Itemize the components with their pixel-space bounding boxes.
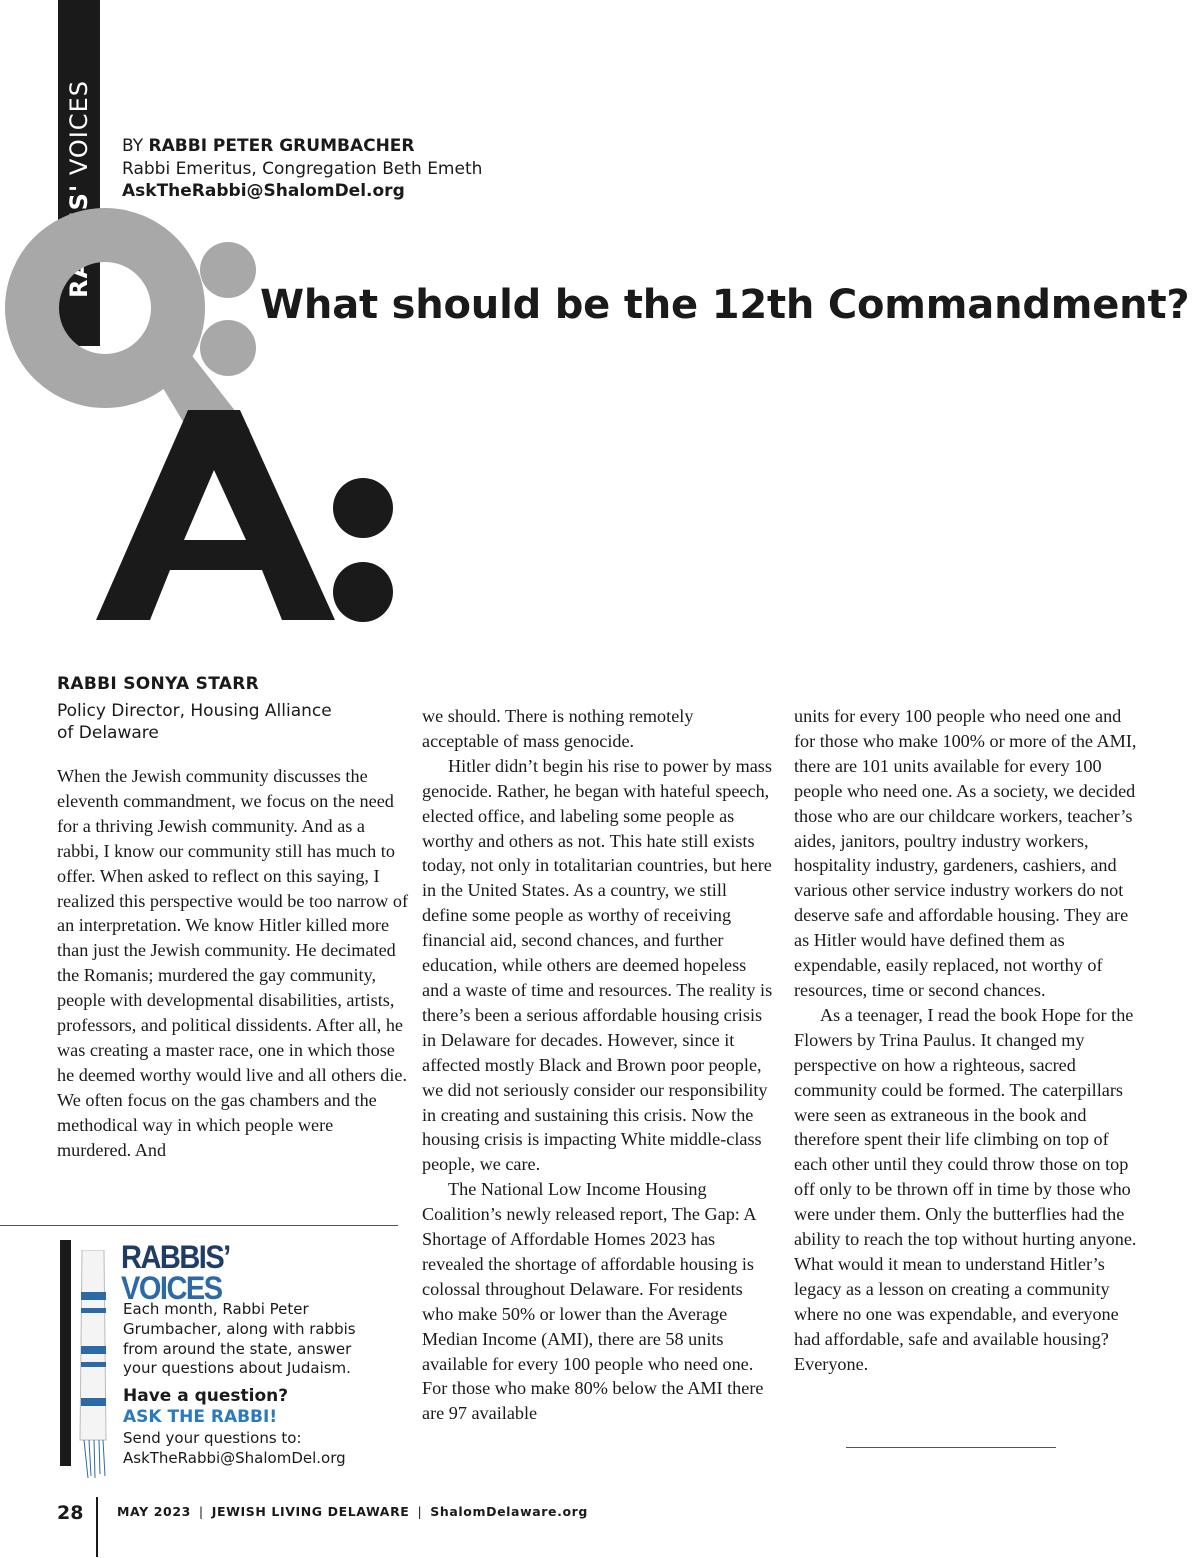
article-column-2 [422,704,774,1426]
paragraph: The National Low Income Housing Coalition’s newly released report, The Gap: A Shortage of Affordable Homes 2023 has revealed the shortage of affordable housing is colossal throughout Delaware. For residents who make 50% or lower than the Average Median Income (AMI), there are 58 units available for every 100 people who need one. For those who make 80% below the AMI there are 97 available [422,1179,764,1424]
sidebar-title: RABBIS’ VOICES [121,1239,230,1307]
page-number: 28 [57,1502,84,1524]
answer-author-title: Policy Director, Housing Alliance of Delaware [57,701,332,743]
article-column-3 [794,704,1146,1376]
footer-publication: JEWISH LIVING DELAWARE [211,1504,410,1519]
answer-author-name: RABBI SONYA STARR [57,674,260,694]
end-rule [846,1447,1056,1448]
article-column-1 [57,764,409,1163]
byline [122,135,482,203]
sidebar-question: Have a question? [123,1386,289,1406]
sidebar-send: Send your questions to: AskTheRabbi@ShalomDel.org [123,1429,346,1467]
sidebar-bar [60,1240,71,1466]
qa-graphic [0,200,420,630]
tallit-icon [76,1250,112,1480]
a-letter [96,410,393,622]
section-tab-label: VOICES [65,80,93,176]
divider [0,1225,398,1226]
footer-issue: MAY 2023 [117,1504,191,1519]
question-heading: What should be the 12th Commandment? [260,282,1190,328]
paragraph: Hitler didn’t begin his rise to power by mass genocide. Rather, he began with hateful speech, elected office, and labeling some people as worthy and others as not. This hate still exists today, not only in totalitarian countries, but here in the United States. As a country, we still define some people as worthy of receiving financial aid, second chances, and further education, while others are deemed hopeless and a waste of time and resources. The reality is there’s been a serious affordable housing crisis in Delaware for decades. However, since it affected mostly Black and Brown poor people, we did not seriously consider our responsibility in creating and sustaining this crisis. Now the housing crisis is impacting White middle-class people, we care. [422,755,773,1175]
sidebar-description: Each month, Rabbi Peter Grumbacher, along with rabbis from around the state, answer your questions about Judaism. [123,1300,356,1378]
footer-info: MAY 2023 | JEWISH LIVING DELAWARE | ShalomDelaware.org [117,1504,588,1519]
footer-website[interactable]: ShalomDelaware.org [430,1504,588,1519]
byline-title: Rabbi Emeritus, Congregation Beth Emeth [122,158,483,179]
footer-divider [96,1497,98,1557]
byline-author: BY RABBI PETER GRUMBACHER [122,136,415,156]
paragraph: we should. There is nothing remotely acceptable of mass genocide. [422,706,694,751]
ask-the-rabbi-link[interactable]: ASK THE RABBI! [123,1407,278,1427]
byline-email[interactable]: AskTheRabbi@ShalomDel.org [122,181,405,201]
paragraph: units for every 100 people who need one and for those who make 100% or more of the AMI, there are 101 units available for every 100 people who need one. As a society, we decided those who are our childcare workers, teacher’s aides, janitors, poultry industry workers, hospitality industry, gardeners, cashiers, and various other service industry workers do not deserve safe and affordable housing. They are as Hitler would have defined them as expendable, easily replaced, not worthy of resources, time or second chances. [794,706,1137,1000]
sidebar-email[interactable]: AskTheRabbi@ShalomDel.org [123,1448,346,1467]
paragraph: When the Jewish community discusses the eleventh commandment, we focus on the need for a thriving Jewish community. And as a rabbi, I know our community still has much to offer. When asked to reflect on this saying, I realized this perspective would be too narrow of an interpretation. We know Hitler killed more than just the Jewish community. He decimated the Romanis; murdered the gay community, people with developmental disabilities, artists, professors, and political dissidents. After all, he was creating a master race, one in which those he deemed worthy would live and all others die. We often focus on the gas chambers and the methodical way in which people were murdered. And [57,766,408,1160]
paragraph: As a teenager, I read the book Hope for the Flowers by Trina Paulus. It changed my perspective on how a righteous, sacred community could be formed. The caterpillars were seen as extraneous in the book and therefore spent their life climbing on top of each other until they could throw those on top off only to be thrown off in time by those who were under them. Only the butterflies had the ability to reach the top without hurting anyone. What would it mean to understand Hitler’s legacy as a lesson on creating a community where no one was expendable, and everyone had affordable, safe and available housing? Everyone. [794,1004,1137,1374]
